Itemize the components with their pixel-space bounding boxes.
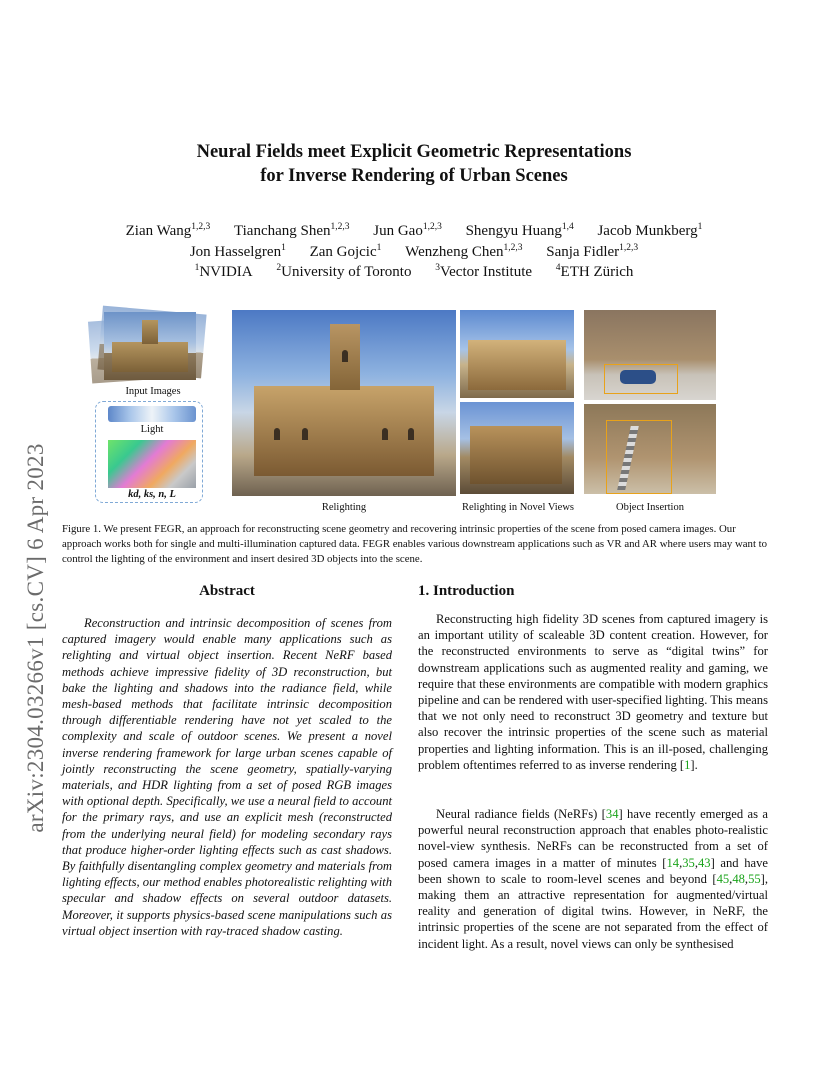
affiliations [0, 258, 828, 283]
author: Jacob Munkberg$^1$ [597, 222, 703, 239]
novel-view-image-2 [460, 402, 574, 494]
paper-title-line-1: Neural Fields meet Explicit Geometric Representations [196, 142, 632, 162]
citation-link[interactable]: 45 [716, 871, 730, 886]
object-insertion-image-1 [584, 310, 716, 400]
citation-link[interactable]: 43 [698, 855, 711, 870]
object-insertion-image-2 [584, 404, 716, 494]
label-object-insertion: Object Insertion [616, 502, 684, 513]
citation-link[interactable]: 34 [605, 807, 619, 821]
author: Jon Hasselgren$^1$ [189, 243, 286, 260]
label-novel-views: Relighting in Novel Views [461, 502, 575, 513]
affiliation: $^3$Vector Institute [435, 263, 533, 280]
affiliation: $^2$University of Toronto [276, 263, 412, 280]
label-input-images: Input Images [125, 386, 181, 397]
abstract-heading: Abstract [199, 583, 255, 599]
author: Tianchang Shen$^{1,2,3}$ [233, 222, 350, 239]
label-material-params: kd, ks, n, L [128, 489, 176, 500]
author: Shengyu Huang$^{1,4}$ [465, 222, 574, 239]
label-light: Light [140, 424, 164, 435]
arxiv-identifier: arXiv:2304.03266v1 [cs.CV] 6 Apr 2023 [23, 443, 48, 833]
figure-caption: Figure 1. We present FEGR, an approach for reconstructing scene geometry and recovering intrinsic properties of the scene from posed camera images. Our approach works both for single and multi-illumination captured data. FEGR enables various downstream applications such as VR and AR where users may want to control the lighting of the environment and insert desired 3D objects into the scene. [62, 523, 768, 565]
relighting-image [232, 310, 456, 496]
citation-link[interactable]: 55 [748, 871, 761, 886]
author: Zian Wang$^{1,2,3}$ [125, 222, 211, 239]
affiliation: $^1$NVIDIA [194, 263, 253, 280]
inserted-car [620, 370, 656, 384]
paper-title-line-2: for Inverse Rendering of Urban Scenes [260, 166, 568, 186]
affiliation: $^4$ETH Zürich [555, 263, 634, 280]
author: Wenzheng Chen$^{1,2,3}$ [405, 243, 523, 260]
citation-link[interactable]: 35 [682, 855, 695, 870]
input-image-front [104, 312, 196, 380]
author: Jun Gao$^{1,2,3}$ [373, 222, 442, 239]
material-maps-image [108, 440, 196, 488]
introduction-paragraph-2: Neural radiance fields (NeRFs) [34] have recently emerged as a powerful neural reconstruction approach that enables photo-realistic novel-view synthesis. NeRFs can be reconstructed from a set of posed camera images in a matter of minutes [14,35,43] and have been shown to scale to room-level scenes and beyond [45,48,55], making them an attractive representation for augmented/virtual reality and generation of digital twins. However, in NeRF, the intrinsic properties of the scene are not separated from the effect of incident light. As a result, novel views can only be synthesised [418, 807, 768, 951]
citation-link[interactable]: 14 [666, 855, 680, 870]
inserted-object-box [606, 420, 672, 494]
abstract-text: Reconstruction and intrinsic decomposition of scenes from captured imagery would enable many applications such as relighting and virtual object insertion. Recent NeRF based methods achieve impressive fidelity of 3D reconstruction, but bake the lighting and shadows into the radiance field, while mesh-based methods that facilitate intrinsic decomposition through differentiable rendering have not yet scaled to the complexity and scale of outdoor scenes. We present a novel inverse rendering framework for large urban scenes capable of jointly reconstructing the scene geometry, spatially-varying materials, and HDR lighting from a set of posed RGB images with optional depth. Specifically, we use a neural field to account for the primary rays, and use an explicit mesh (reconstructed from the underlying neural field) for modeling secondary rays that produce higher-order lighting effects such as cast shadows. By faithfully disentangling complex geometry and materials from lighting effects, our method enables photorealistic relighting with specular and shadow effects on several outdoor datasets. Moreover, it supports physics-based scene manipulations such as virtual object insertion with ray-traced shadow casting. [62, 616, 392, 938]
introduction-paragraph-1: Reconstructing high fidelity 3D scenes from captured imagery is an important utility of scaleable 3D content creation. However, for the reconstructed environments to serve as “digital twins” for downstream applications such as augmented reality and gaming, we require that these environments are compatible with modern graphics pipeline and can be rendered with user-specified lighting. This means that we not only need to reconstruct 3D geometry and texture but also recover the intrinsic properties of the scene such as material properties and lighting information. This is an ill-posed, challenging problem oftentimes referred to as inverse rendering [1]. [418, 612, 768, 772]
author: Zan Gojcic$^1$ [309, 243, 382, 260]
author: Sanja Fidler$^{1,2,3}$ [546, 243, 639, 260]
light-envmap-image [108, 406, 196, 422]
novel-view-image-1 [460, 310, 574, 398]
label-relighting: Relighting [321, 502, 367, 513]
citation-link[interactable]: 48 [732, 871, 745, 886]
introduction-heading: 1. Introduction [418, 583, 515, 599]
citation-link[interactable]: 1 [684, 757, 691, 772]
